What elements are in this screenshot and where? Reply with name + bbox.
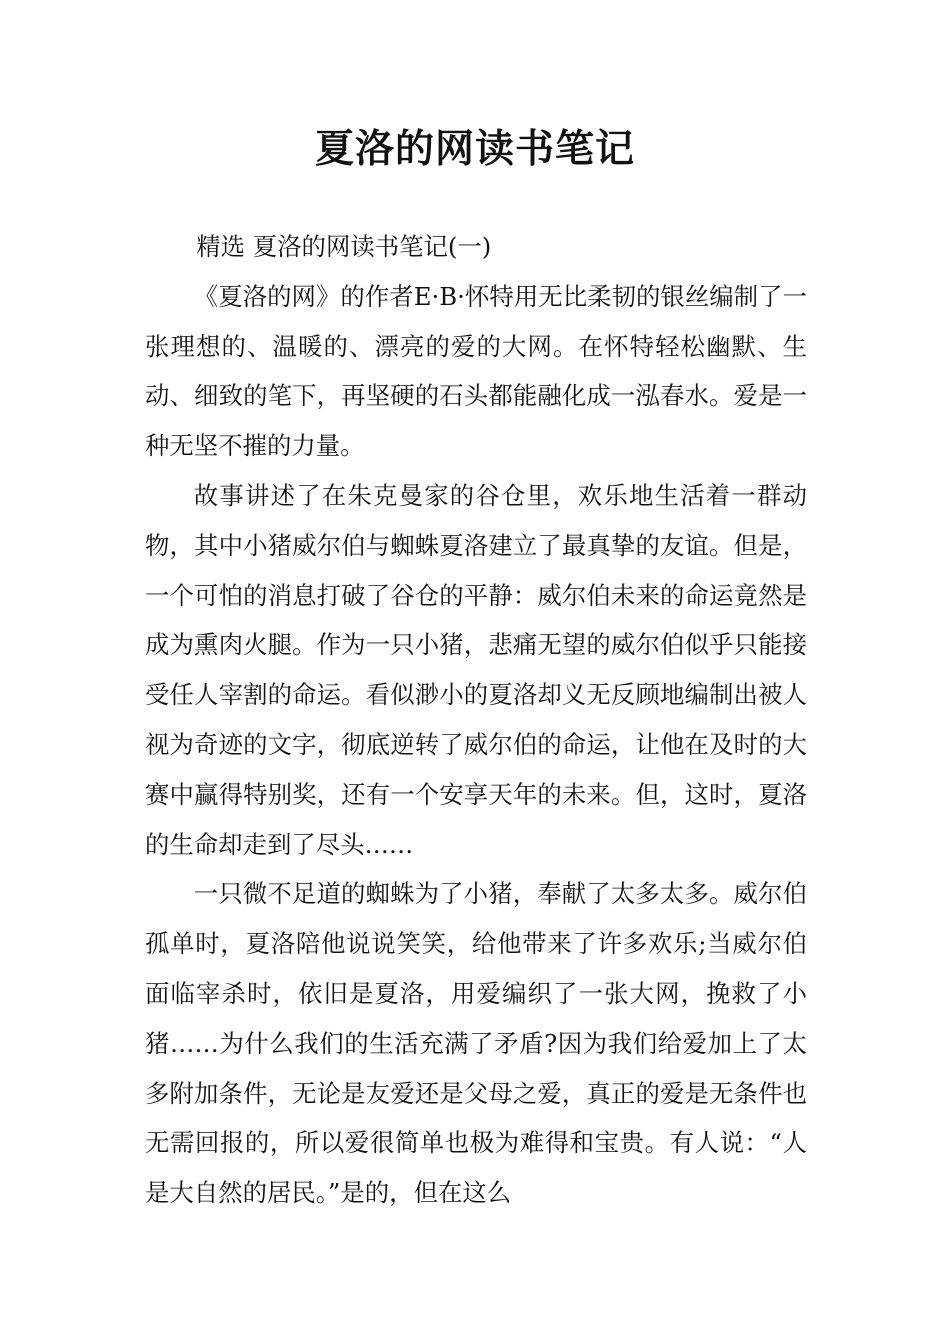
section-subheading: 精选 夏洛的网读书笔记(一) bbox=[196, 232, 492, 261]
paragraph-reflection: 一只微不足道的蜘蛛为了小猪，奉献了太多太多。威尔伯孤单时，夏洛陪他说说笑笑，给他带来了许多欢乐;当威尔伯面临宰杀时，依旧是夏洛，用爱编织了一张大网，挽救了小猪……为什么我们的生活充满了矛盾?因为我们给爱加上了太多附加条件，无论是友爱还是父母之爱，真正的爱是无条件也无需回报的，所以爱很简单也极为难得和宝贵。有人说：“人是大自然的居民。”是的，但在这么 bbox=[145, 879, 807, 1208]
paragraph-intro: 《夏洛的网》的作者E·B·怀特用无比柔韧的银丝编制了一张理想的、温暖的、漂亮的爱的大网。在怀特轻松幽默、生动、细致的笔下，再坚硬的石头都能融化成一泓春水。爱是一种无坚不摧的力量。 bbox=[145, 281, 807, 461]
document-title: 夏洛的网读书笔记 bbox=[314, 127, 635, 172]
paragraph-story: 故事讲述了在朱克曼家的谷仓里，欢乐地生活着一群动物，其中小猪威尔伯与蜘蛛夏洛建立了最真挚的友谊。但是，一个可怕的消息打破了谷仓的平静：威尔伯未来的命运竟然是成为熏肉火腿。作为一只小猪，悲痛无望的威尔伯似乎只能接受任人宰割的命运。看似渺小的夏洛却义无反顾地编制出被人视为奇迹的文字，彻底逆转了威尔伯的命运，让他在及时的大赛中赢得特别奖，还有一个安享天年的未来。但，这时，夏洛的生命却走到了尽头…… bbox=[145, 480, 807, 859]
document-body bbox=[145, 222, 807, 1218]
